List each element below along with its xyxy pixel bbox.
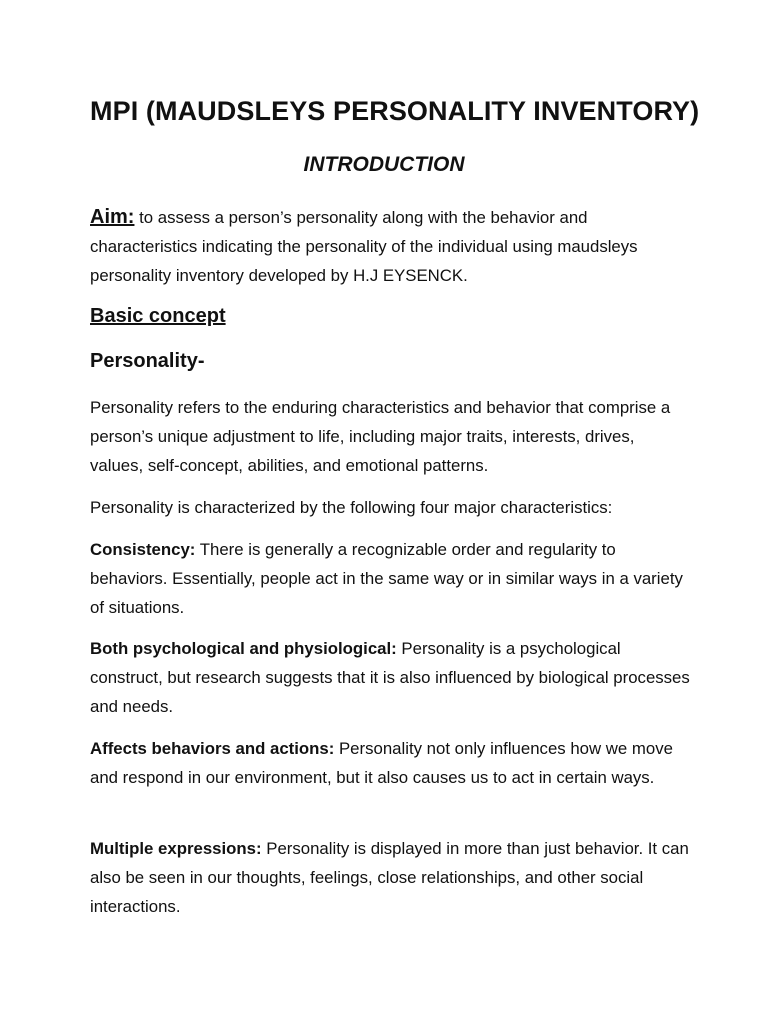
characteristic-label: Both psychological and physiological:	[90, 639, 397, 658]
characteristic-label: Affects behaviors and actions:	[90, 739, 335, 758]
paragraph-definition: Personality refers to the enduring characteristics and behavior that comprise a person’s unique adjustment to life, including major traits, interests, drives, values, self-concept, abilities, and emotional patterns.	[90, 398, 671, 475]
characteristic-text: Personality not only influences how we move and respond in our environment, but it also causes us to act in certain ways.	[90, 739, 673, 787]
document-subtitle: INTRODUCTION	[303, 153, 465, 176]
characteristic-consistency	[90, 535, 690, 622]
characteristic-text: Personality is a psychological construct, but research suggests that it is also influenced by biological processes and needs.	[90, 639, 690, 716]
aim-label: Aim:	[90, 206, 135, 228]
characteristic-multiple-expressions	[90, 834, 690, 921]
aim-text: to assess a person’s personality along with the behavior and characteristics indicating the personality of the individual using maudsleys personality inventory developed by H.J EYSENCK.	[90, 208, 638, 285]
document-title: MPI (MAUDSLEYS PERSONALITY INVENTORY)	[90, 96, 700, 126]
section-heading-basic-concept: Basic concept	[90, 305, 226, 327]
characteristic-label: Consistency:	[90, 540, 196, 559]
characteristic-text: There is generally a recognizable order and regularity to behaviors. Essentially, people act in the same way or in similar ways in a variety of situations.	[90, 540, 683, 617]
sub-heading-personality: Personality-	[90, 350, 205, 372]
characteristic-affects-behaviors	[90, 734, 690, 792]
paragraph-characteristics-intro: Personality is characterized by the following four major characteristics:	[90, 498, 613, 517]
aim-paragraph	[90, 203, 690, 290]
characteristic-psychological-physiological	[90, 634, 690, 721]
characteristic-label: Multiple expressions:	[90, 839, 262, 858]
characteristic-text: Personality is displayed in more than just behavior. It can also be seen in our thoughts, feelings, close relationships, and other social interactions.	[90, 839, 689, 916]
